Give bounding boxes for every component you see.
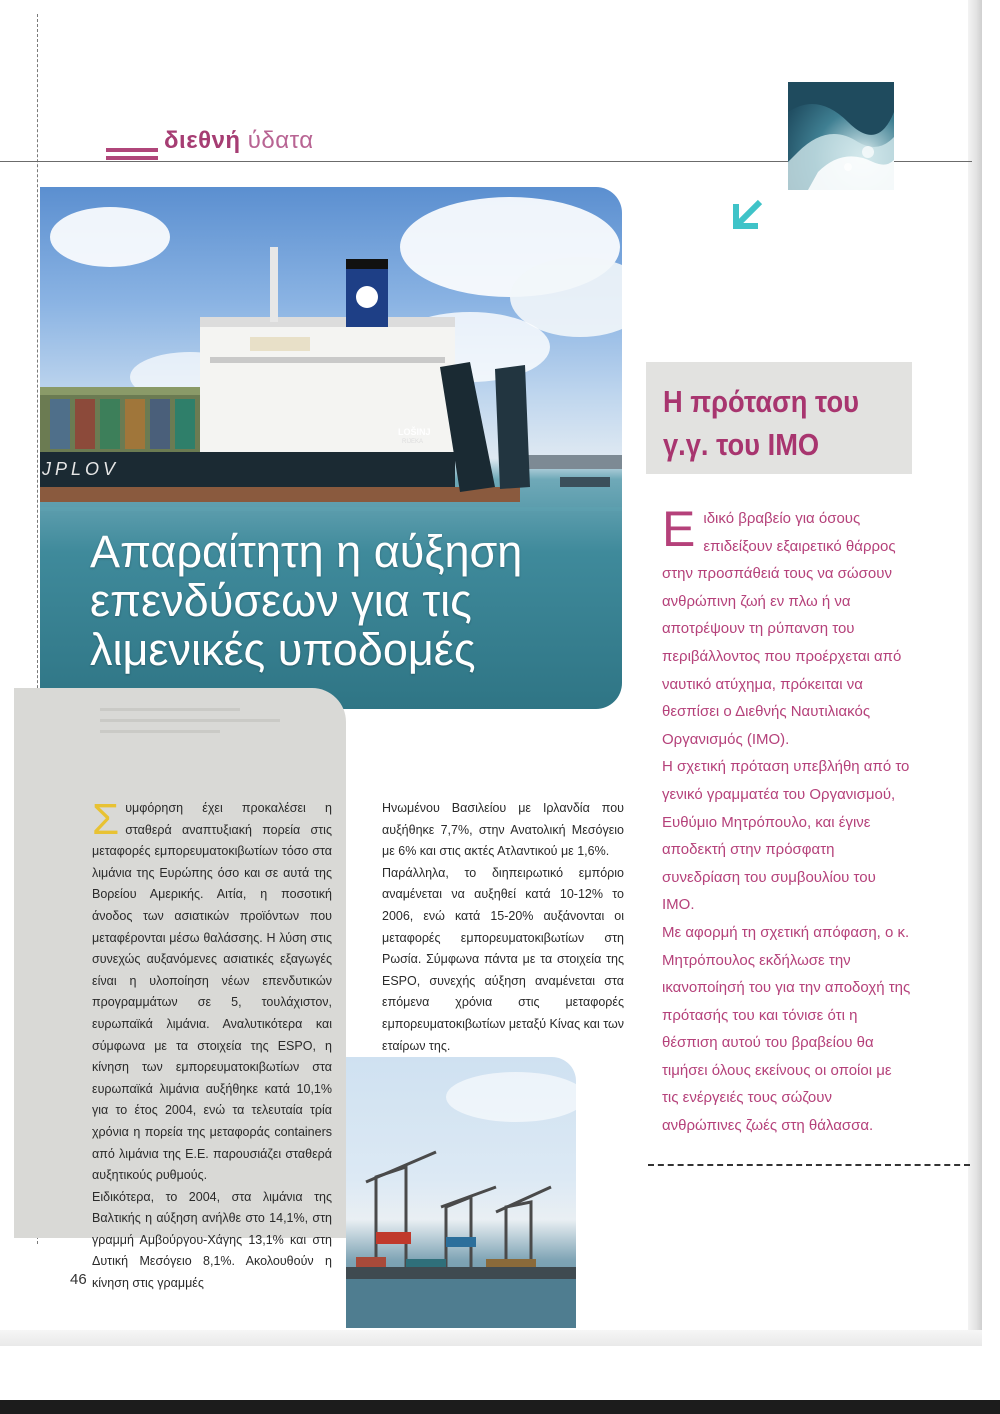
scan-edge-right <box>968 0 982 1345</box>
article-column-1 <box>92 795 332 1295</box>
arrow-down-left-icon <box>730 198 764 232</box>
ship-port: RIJEKA <box>402 439 424 445</box>
port-cranes-photo <box>346 1057 576 1328</box>
sidebar-title: Η πρόταση του γ.γ. του ΙΜΟ <box>663 384 860 462</box>
article-column-2 <box>382 798 624 1057</box>
header-bars-decoration <box>106 148 158 164</box>
article-drop-cap: Σ <box>92 795 120 844</box>
faint-background-lines <box>100 700 300 780</box>
article-paragraph-2: Ειδικότερα, το 2004, στα λιμάνια της Βαλτικής η αύξηση ανήλθε στο 14,1%, στη γραμμή Αμβούργου-Χάγης 13,1% και στη Δυτική Μεσόγειο 8,1%. Ακολουθούν η κίνηση στις γραμμές <box>92 1189 332 1291</box>
article-paragraph-4: Παράλληλα, το διηπειρωτικό εμπόριο αναμένεται να αυξηθεί κατά 10-12% το 2006, ενώ κατά 15-20% αυξάνονται οι μεταφορές εμπορευματοκιβωτίων στη Ρωσία. Σύμφωνα πάντα με τα στοιχεία της ESPO, συνεχής αύξηση αναμένεται στα επόμενα χρόνια στις μεταφορές εμπορευματοκιβωτίων μεταξύ Κίνας και των εταίρων της. <box>382 865 624 1053</box>
section-title-light: ύδατα <box>247 127 314 154</box>
ship-name: LOŠINJ <box>398 427 431 437</box>
article-paragraph-1: υμφόρηση έχει προκαλέσει η σταθερά αναπτυξιακή πορεία στις μεταφορές εμπορευματοκιβωτίων τόσο στα λιμάνια της Ευρώπης όσο και σε αυτά της Βορείου Αμερικής. Αιτία, η ποσοτική άνοδος των ασιατικών προϊόντων που μεταφέρονται μέσω θαλάσσης. Η λύση στις συνεχώς αυξανόμενες ασιατικές εξαγωγές είναι η υλοποίηση νέων επενδυτικών προγραμμάτων σε 5, τουλάχιστον, ευρωπαϊκά λιμάνια. Αναλυτικότερα και σύμφωνα με τα στοιχεία της ESPO, η κίνηση των εμπορευματοκιβωτίων στα ευρωπαϊκά λιμάνια αυξήθηκε κατά 10,1% για το έτος 2004, ενώ τα τελευταία τρία χρόνια η πορεία της μεταφοράς containers από λιμάνια της Ε.Ε. παρουσιάζει σταθερά αυξητικούς ρυθμούς. <box>92 801 332 1183</box>
sidebar-paragraph-3: Με αφορμή τη σχετική απόφαση, ο κ. Μητρόπουλος εκδήλωσε την ικανοποίησή του για την αποδοχή της πρότασής του και τόνισε ότι η θέσπιση αυτού του βραβείου θα τιμήσει όλους εκείνους οι οποίοι με τις ενέργειές τους σώζουν ανθρώπινες ζωές στη θάλασσα. <box>662 923 911 1135</box>
section-title-bold: διεθνή <box>164 127 241 154</box>
sidebar-paragraph-2: Η σχετική πρόταση υπεβλήθη από το γενικό γραμματέα του Οργανισμού, Ευθύμιο Μητρόπουλο, και έγινε αποδεκτή στην πρόσφατη συνεδρίαση του συμβουλίου του ΙΜΟ. <box>662 758 910 914</box>
scan-edge-bottom <box>0 1330 982 1346</box>
page-number: 46 <box>70 1271 87 1288</box>
sidebar-dash-rule <box>648 1164 970 1166</box>
sidebar-text <box>662 501 912 1140</box>
article-paragraph-3: Ηνωμένου Βασιλείου με Ιρλανδία που αυξήθηκε 7,7%, στην Ανατολική Μεσόγειο με 6% και στις ακτές Ατλαντικού με 1,6%. <box>382 801 624 859</box>
wave-photo <box>788 82 894 190</box>
scan-bottom-bar <box>0 1400 1000 1414</box>
sidebar-drop-cap: Ε <box>662 501 696 557</box>
article-headline: Απαραίτητη η αύξηση επενδύσεων για τις λιμενικές υποδομές <box>90 526 523 675</box>
section-title <box>164 127 314 155</box>
sidebar-paragraph-1: ιδικό βραβείο για όσους επιδείξουν εξαιρετικό θάρρος στην προσπάθειά τους να σώσουν ανθρώπινη ζωή εν πλω ή να αποτρέψουν τη ρύπανση του περιβάλλοντος που προέρχεται από ναυτικό ατύχημα, πρόκειται να θεσπίσει ο Διεθνής Ναυτιλιακός Οργανισμός (ΙΜΟ). <box>662 510 902 748</box>
hero-ship-photo <box>40 187 622 709</box>
hull-lettering: JPLOV <box>42 459 120 479</box>
